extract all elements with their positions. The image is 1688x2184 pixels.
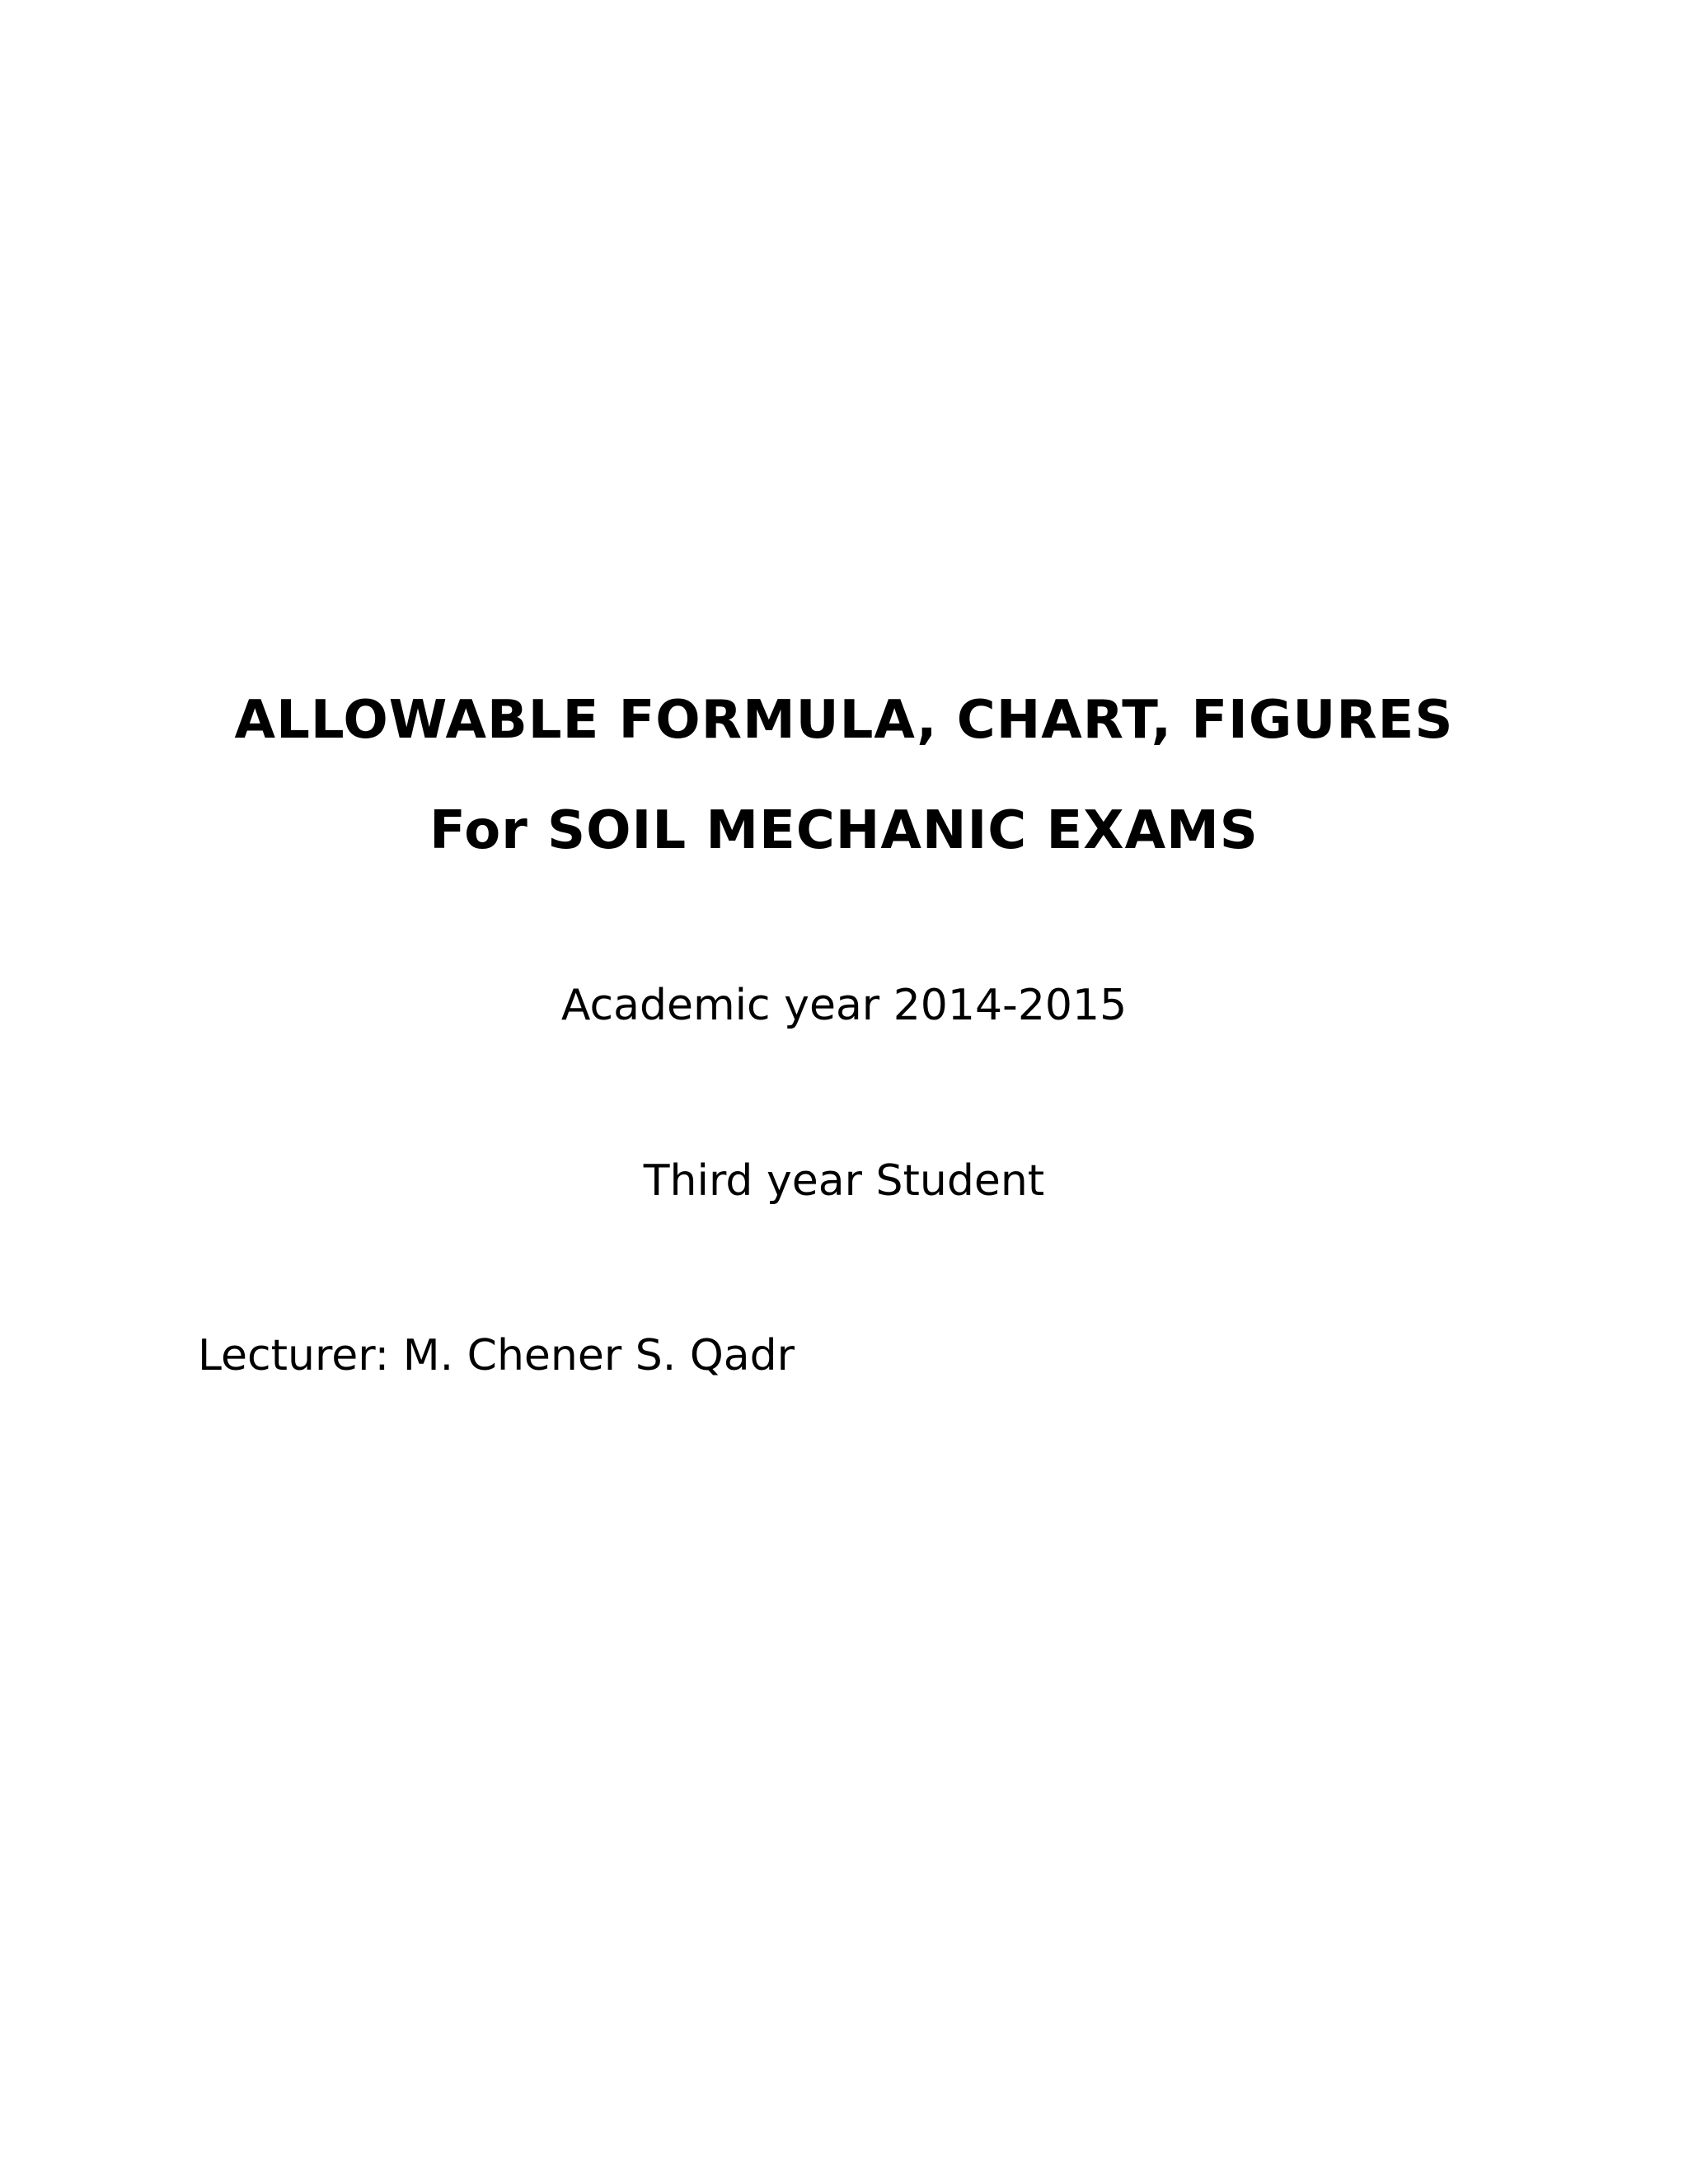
student-year-text: Third year Student: [643, 1156, 1045, 1206]
academic-year-text: Academic year 2014-2015: [560, 981, 1128, 1030]
document-title-line-1: ALLOWABLE FORMULA, CHART, FIGURES: [234, 690, 1454, 751]
document-title-line-2: For SOIL MECHANIC EXAMS: [429, 800, 1259, 861]
lecturer-text: Lecturer: M. Chener S. Qadr: [198, 1331, 795, 1380]
